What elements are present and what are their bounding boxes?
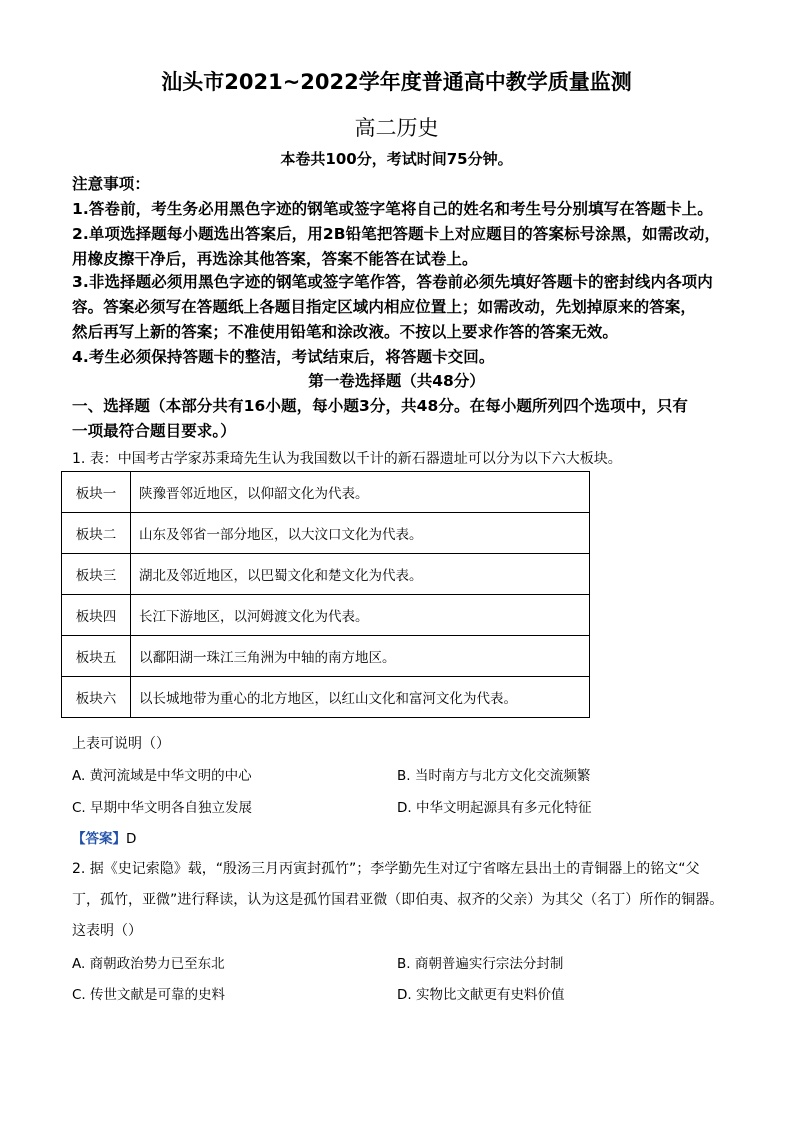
table-cell-desc: 长江下游地区，以河姆渡文化为代表。 [131, 595, 590, 636]
q1-option-c[interactable]: C. 早期中华文明各自独立发展 [72, 800, 253, 816]
exam-info: 本卷共100分，考试时间75分钟。 [280, 150, 513, 168]
table-cell-key: 板块三 [62, 554, 131, 595]
section-instructions: 一项最符合题目要求。） [72, 422, 236, 440]
notes-line: 用橡皮擦干净后，再选涂其他答案，答案不能答在试卷上。 [72, 250, 478, 268]
q1-table [61, 471, 590, 718]
q2-prompt: 这表明（） [72, 923, 142, 939]
exam-subject: 高二历史 [354, 116, 439, 140]
notes-line: 4.考生必须保持答题卡的整洁，考试结束后，将答题卡交回。 [72, 348, 495, 366]
q2-stem: 2. 据《史记索隐》载，“殷汤三月丙寅封孤竹”；李学勤先生对辽宁省喀左县出土的青铜器上的铭文“父 [72, 861, 700, 877]
notes-line: 然后再写上新的答案；不准使用铅笔和涂改液。不按以上要求作答的答案无效。 [72, 323, 619, 341]
table-cell-desc: 山东及邻省一部分地区，以大汶口文化为代表。 [131, 513, 590, 554]
notes-line: 容。答案必须写在答题纸上各题目指定区域内相应位置上；如需改动，先划掉原来的答案， [72, 298, 697, 316]
q1-prompt: 上表可说明（） [72, 736, 170, 752]
table-row [62, 513, 590, 554]
table-row [62, 554, 590, 595]
section-instructions: 一、选择题（本部分共有16小题，每小题3分，共48分。在每小题所列四个选项中，只有 [72, 397, 689, 415]
table-row [62, 677, 590, 718]
q2-option-b[interactable]: B. 商朝普遍实行宗法分封制 [397, 956, 564, 972]
table-cell-key: 板块六 [62, 677, 131, 718]
q2-option-c[interactable]: C. 传世文献是可靠的史料 [72, 987, 226, 1003]
table-row [62, 636, 590, 677]
exam-title: 汕头市2021~2022学年度普通高中教学质量监测 [161, 70, 632, 94]
table-cell-key: 板块一 [62, 472, 131, 513]
q1-option-a[interactable]: A. 黄河流域是中华文明的中心 [72, 768, 252, 784]
table-row [62, 472, 590, 513]
q1-answer [72, 827, 136, 847]
table-cell-desc: 以鄱阳湖一珠江三角洲为中轴的南方地区。 [131, 636, 590, 677]
q1-option-b[interactable]: B. 当时南方与北方文化交流频繁 [397, 768, 591, 784]
table-row [62, 595, 590, 636]
table-cell-key: 板块四 [62, 595, 131, 636]
q2-option-a[interactable]: A. 商朝政治势力已至东北 [72, 956, 225, 972]
answer-value: D [126, 831, 137, 847]
q2-stem: 丁，孤竹，亚微”进行释读，认为这是孤竹国君亚微（即伯夷、叔齐的父亲）为其父（名丁）所作的铜器。 [72, 892, 724, 908]
notes-line: 1.答卷前，考生务必用黑色字迹的钢笔或签字笔将自己的姓名和考生号分别填写在答题卡上。 [72, 200, 713, 218]
q2-option-d[interactable]: D. 实物比文献更有史料价值 [397, 987, 565, 1003]
table-cell-key: 板块五 [62, 636, 131, 677]
notes-heading: 注意事项： [72, 175, 151, 193]
table-cell-desc: 湖北及邻近地区，以巴蜀文化和楚文化为代表。 [131, 554, 590, 595]
table-cell-desc: 以长城地带为重心的北方地区，以红山文化和富河文化为代表。 [131, 677, 590, 718]
q1-option-d[interactable]: D. 中华文明起源具有多元化特征 [397, 800, 592, 816]
notes-line: 2.单项选择题每小题选出答案后，用2B铅笔把答题卡上对应题目的答案标号涂黑，如需改动， [72, 225, 721, 243]
section-title: 第一卷选择题（共48分） [308, 372, 485, 390]
table-cell-desc: 陕豫晋邻近地区，以仰韶文化为代表。 [131, 472, 590, 513]
q1-stem: 1. 表：中国考古学家苏秉琦先生认为我国数以千计的新石器遗址可以分为以下六大板块。 [72, 451, 622, 467]
notes-line: 3.非选择题必须用黑色字迹的钢笔或签字笔作答，答卷前必须先填好答题卡的密封线内各项内 [72, 273, 713, 291]
table-cell-key: 板块二 [62, 513, 131, 554]
answer-tag: 【答案】 [72, 831, 126, 847]
